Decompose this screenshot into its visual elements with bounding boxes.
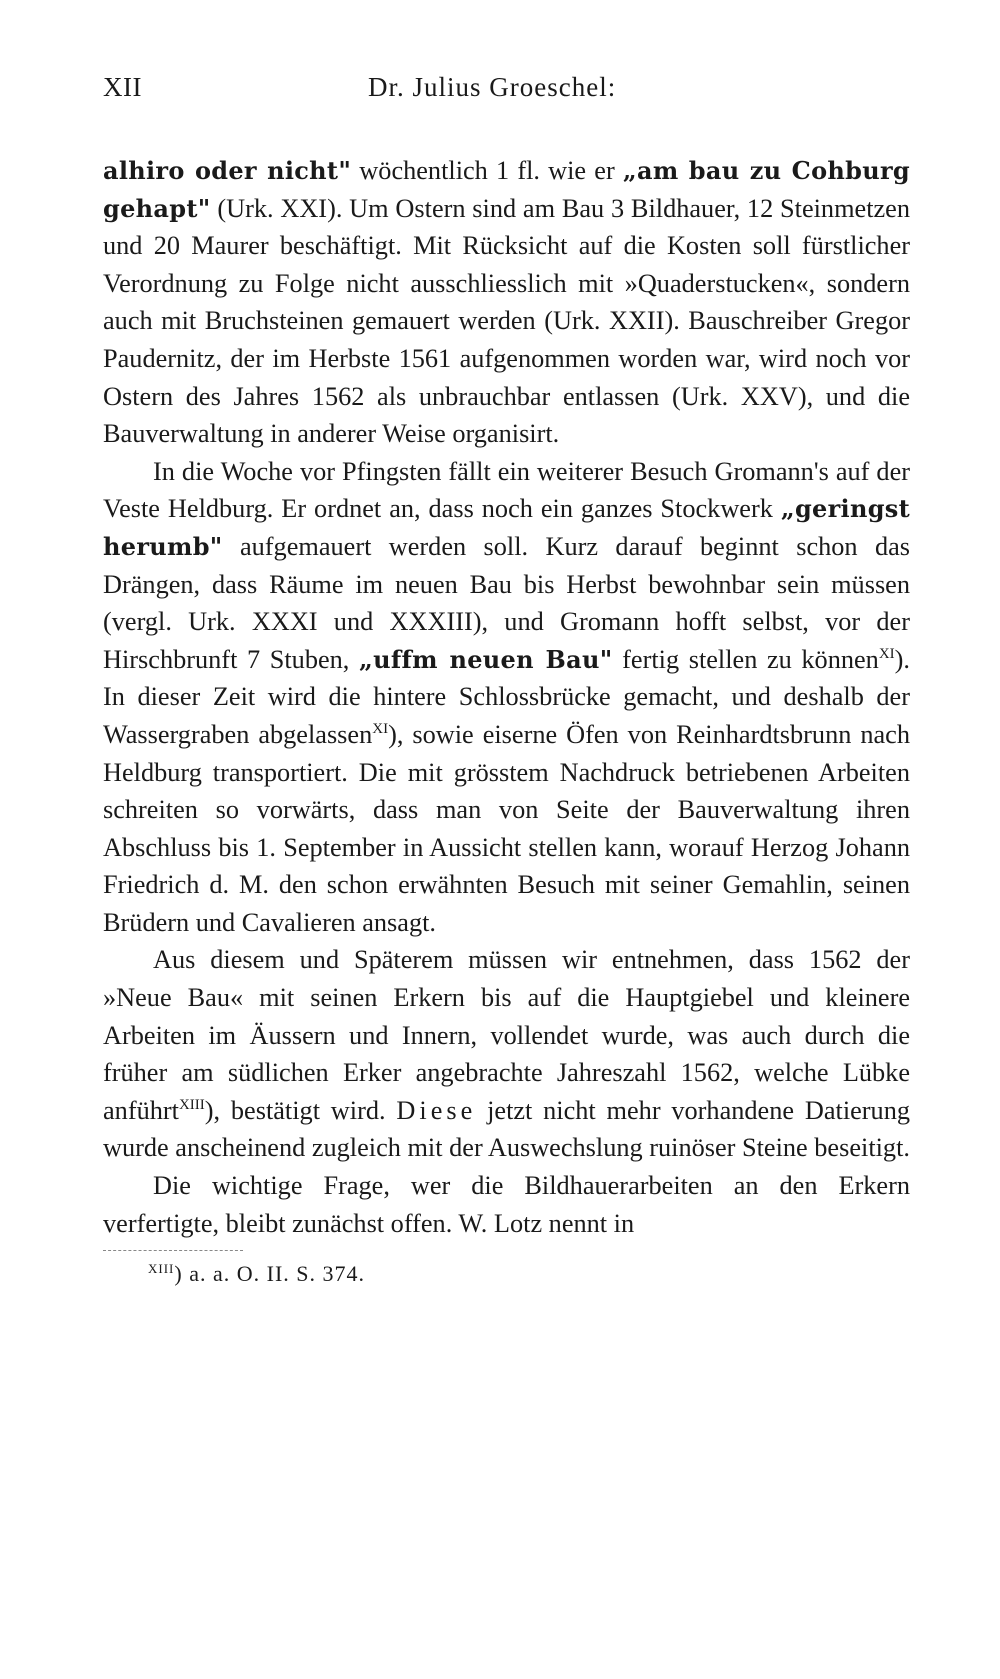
text-run: Die wichtige Frage, wer die Bildhauerarbeiten an den Erkern verfertigte, bleibt zunächst offen. W. Lotz nennt in: [103, 1171, 910, 1238]
text-run: ), sowie eiserne Öfen von Reinhardtsbrunn nach Heldburg transportiert. Die mit grösstem Nachdruck betriebenen Arbeiten schreiten so vorwärts, dass man von Seite der Bauverwaltung ihren Abschluss bis 1. September in Aussicht stellen kann, worauf Herzog Johann Friedrich d. M. den schon erwähnten Besuch mit seiner Gemahlin, seinen Brüdern und Cavalieren ansagt.: [103, 719, 910, 937]
spaced-emphasis: Diese: [396, 1095, 477, 1125]
text-run: ). In dieser Zeit wird die hintere Schlossbrücke gemacht, und deshalb der Wassergraben abgelassen: [103, 644, 910, 749]
paragraph: [103, 941, 910, 1167]
page-number: XII: [103, 72, 142, 102]
text-run: aufgemauert werden soll. Kurz darauf beginnt schon das Drängen, dass Räume im neuen Bau bis Herbst bewohnbar sein müssen (vergl. Urk. XXXI und XXXIII), und Gromann hofft selbst, vor der Hirschbrunft 7 Stuben,: [103, 531, 910, 674]
fraktur-quotation: „geringst herumb": [103, 494, 910, 561]
running-head: [103, 72, 910, 112]
fraktur-quotation: „uffm neuen Bau": [358, 644, 613, 674]
footnote: [148, 1261, 910, 1287]
paragraph: [103, 152, 910, 453]
fraktur-quotation: „am bau zu Cohburg gehapt": [103, 156, 910, 223]
footnote-text: ) a. a. O. II. S. 374.: [174, 1261, 366, 1287]
footnote-reference: XI: [372, 720, 389, 737]
footnote-reference: XIII: [178, 1096, 205, 1113]
text-run: jetzt nicht mehr vorhandene Datierung wurde anscheinend zugleich mit der Auswechslung ruinöser Steine beseitigt.: [103, 1095, 911, 1163]
body-text: [103, 152, 910, 1242]
text-run: In die Woche vor Pfingsten fällt ein weiterer Besuch Gromann's auf der Veste Heldburg. Er ordnet an, dass noch ein ganzes Stockwerk: [103, 456, 910, 524]
footnote-marker: XIII: [148, 1261, 175, 1277]
text-run: fertig stellen zu können: [612, 644, 879, 674]
text-run: (Urk. XXI). Um Ostern sind am Bau 3 Bildhauer, 12 Steinmetzen und 20 Maurer beschäftigt. Mit Rücksicht auf die Kosten soll fürstlicher Verordnung zu Folge nicht ausschliesslich mit »Quaderstucken«, sondern auch mit Bruchsteinen gemauert werden (Urk. XXII). Bauschreiber Gregor Paudernitz, der im Herbste 1561 aufgenommen worden war, wird noch vor Ostern des Jahres 1562 als unbrauchbar entlassen (Urk. XXV), und die Bauverwaltung in anderer Weise organisirt.: [103, 193, 910, 449]
text-run: wöchentlich 1 fl. wie er: [351, 156, 623, 185]
footnote-rule: [103, 1250, 243, 1251]
text-run: ), bestätigt wird.: [204, 1095, 397, 1125]
running-title: Dr. Julius Groeschel:: [368, 72, 617, 102]
footnote-reference: XI: [878, 645, 895, 662]
paragraph: [103, 1167, 910, 1242]
text-run: Aus diesem und Späterem müssen wir entnehmen, dass 1562 der »Neue Bau« mit seinen Erkern bis auf die Hauptgiebel und kleinere Arbeiten im Äussern und Innern, vollendet wurde, was auch durch die früher am südlichen Erker angebrachte Jahreszahl 1562, welche Lübke anführt: [103, 945, 910, 1125]
fraktur-quotation: alhiro oder nicht": [103, 156, 352, 185]
paragraph: [103, 453, 910, 942]
